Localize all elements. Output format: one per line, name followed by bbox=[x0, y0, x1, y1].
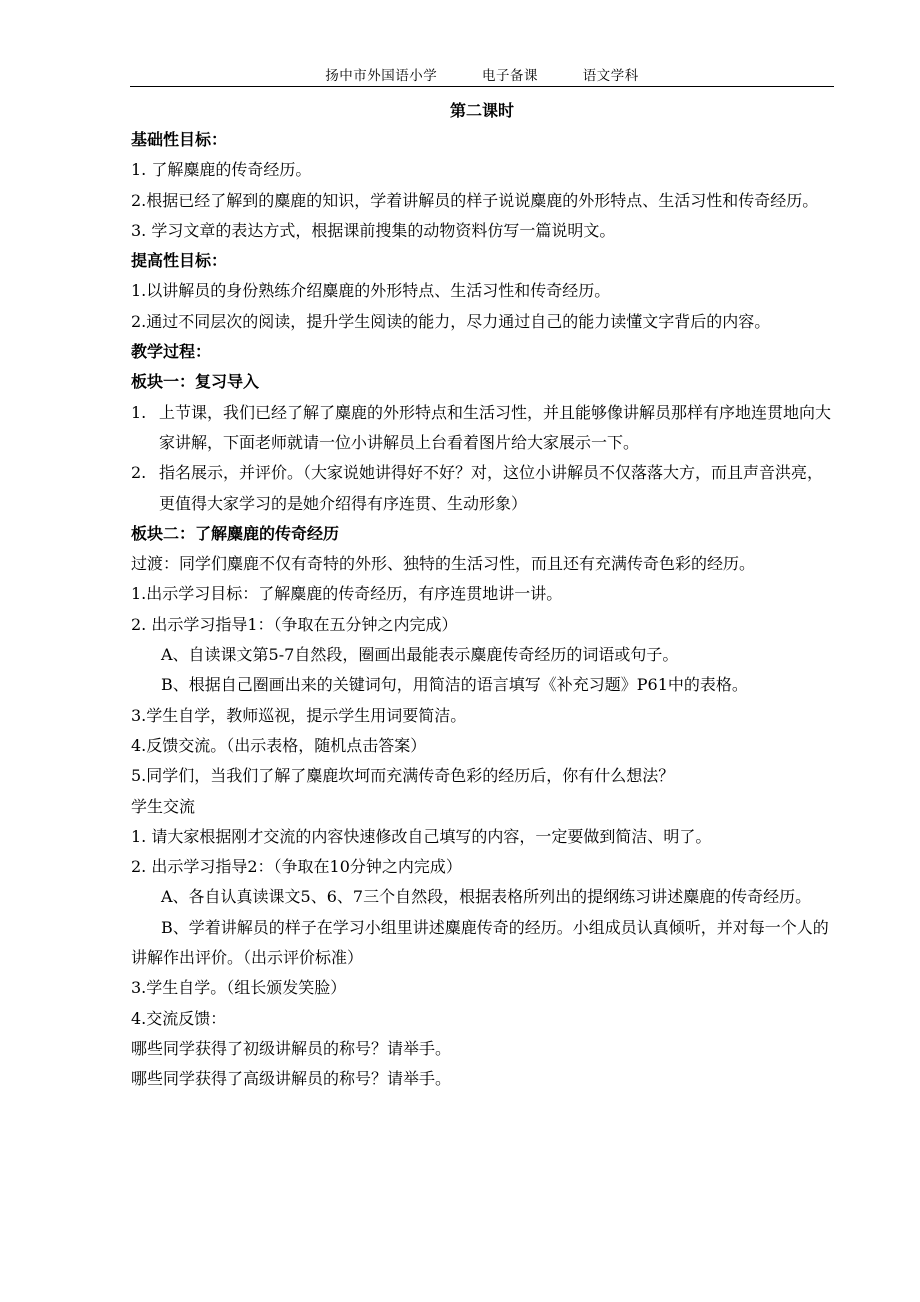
section-heading: 教学过程： bbox=[131, 342, 212, 362]
paragraph: 1. 了解麋鹿的传奇经历。 bbox=[131, 160, 312, 180]
section-heading: 基础性目标： bbox=[131, 130, 228, 149]
paragraph: 2. 出示学习指导1：（争取在五分钟之内完成） bbox=[131, 614, 458, 634]
paragraph: 2. 出示学习指导2：（争取在10分钟之内完成） bbox=[131, 857, 462, 877]
header-subject: 语文学科 bbox=[582, 68, 639, 84]
paragraph: 4.交流反馈： bbox=[131, 1008, 227, 1028]
page-title: 第二课时 bbox=[449, 101, 514, 120]
paragraph: 哪些同学获得了高级讲解员的称号？请举手。 bbox=[131, 1069, 452, 1089]
document-body bbox=[131, 125, 836, 1095]
section-heading: 板块一：复习导入 bbox=[131, 372, 260, 392]
list-text: 上节课，我们已经了解了麋鹿的外形特点和生活习性，并且能够像讲解员那样有序地连贯地向大家讲解，下面老师就请一位小讲解员上台看着图片给大家展示一下。 bbox=[159, 402, 832, 452]
list-number: 1. bbox=[131, 402, 147, 422]
list-number: 2. bbox=[131, 463, 147, 483]
paragraph: 5.同学们，当我们了解了麋鹿坎坷而充满传奇色彩的经历后，你有什么想法？ bbox=[131, 766, 675, 786]
paragraph: 4.反馈交流。（出示表格，随机点击答案） bbox=[131, 735, 427, 755]
section-heading: 提高性目标： bbox=[131, 251, 228, 271]
section-heading: 板块二：了解麋鹿的传奇经历 bbox=[131, 523, 340, 543]
numbered-item bbox=[131, 458, 836, 519]
paragraph: 3.学生自学。（组长颁发笑脸） bbox=[131, 978, 347, 998]
header-type: 电子备课 bbox=[482, 68, 538, 84]
paragraph: 1.以讲解员的身份熟练介绍麋鹿的外形特点、生活习性和传奇经历。 bbox=[131, 281, 611, 301]
paragraph: A、自读课文第5-7自然段，圈画出最能表示麋鹿传奇经历的词语或句子。 bbox=[161, 645, 679, 665]
numbered-item bbox=[131, 398, 836, 459]
paragraph: 过渡：同学们麋鹿不仅有奇特的外形、独特的生活习性，而且还有充满传奇色彩的经历。 bbox=[131, 554, 756, 574]
paragraph: A、各自认真读课文5、6、7三个自然段，根据表格所列出的提纲练习讲述麋鹿的传奇经历。 bbox=[161, 887, 812, 907]
paragraph: 2.通过不同层次的阅读，提升学生阅读的能力，尽力通过自己的能力读懂文字背后的内容。 bbox=[131, 311, 771, 331]
paragraph: B、学着讲解员的样子在学习小组里讲述麋鹿传奇的经历。小组成员认真倾听，并对每一个人的讲解作出评价。（出示评价标准） bbox=[131, 917, 829, 968]
paragraph: 1. 请大家根据刚才交流的内容快速修改自己填写的内容，一定要做到简洁、明了。 bbox=[131, 826, 712, 846]
paragraph: 1.出示学习目标：了解麋鹿的传奇经历，有序连贯地讲一讲。 bbox=[131, 584, 563, 604]
paragraph: 2.根据已经了解到的麋鹿的知识，学着讲解员的样子说说麋鹿的外形特点、生活习性和传奇经历。 bbox=[131, 190, 819, 210]
paragraph: B、根据自己圈画出来的关键词句，用简洁的语言填写《补充习题》P61中的表格。 bbox=[161, 675, 748, 695]
paragraph: 3.学生自学，教师巡视，提示学生用词要简洁。 bbox=[131, 705, 467, 725]
page-header bbox=[130, 64, 834, 87]
paragraph: 学生交流 bbox=[131, 796, 196, 816]
paragraph: 3. 学习文章的表达方式，根据课前搜集的动物资料仿写一篇说明文。 bbox=[131, 220, 616, 240]
list-text: 指名展示，并评价。（大家说她讲得好不好？对，这位小讲解员不仅落落大方，而且声音洪亮，更值得大家学习的是她介绍得有序连贯、生动形象） bbox=[159, 463, 824, 513]
header-school: 扬中市外国语小学 bbox=[325, 68, 438, 84]
paragraph: 哪些同学获得了初级讲解员的称号？请举手。 bbox=[131, 1038, 452, 1058]
